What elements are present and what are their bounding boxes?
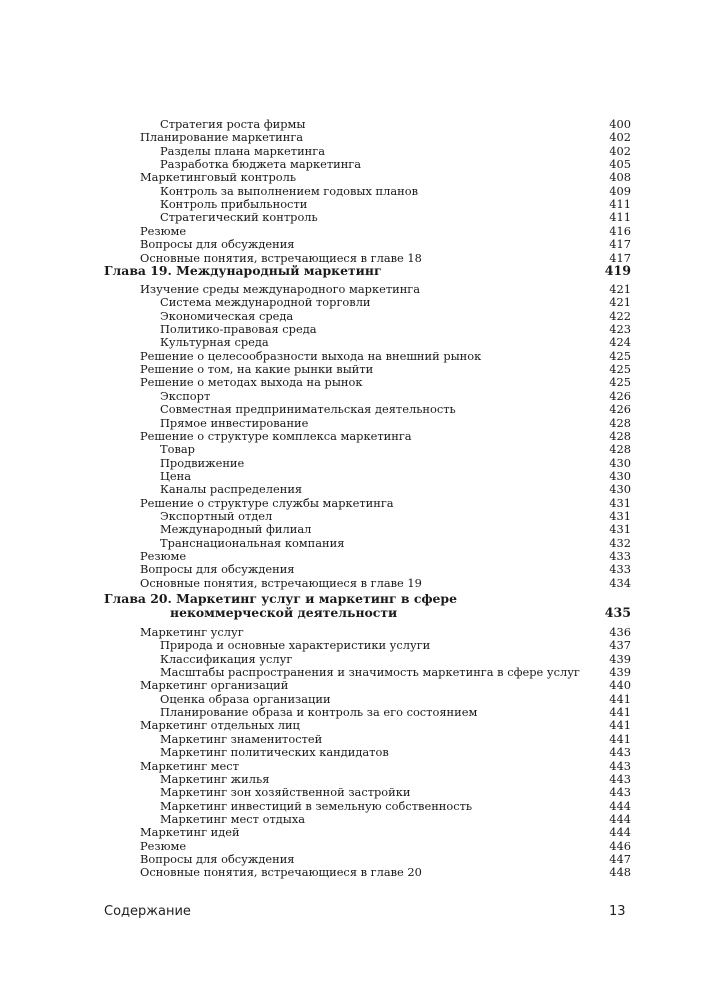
- toc-entry: [0, 732, 707, 746]
- toc-entry-page: 405: [609, 157, 631, 172]
- toc-entry: [0, 496, 707, 510]
- toc-entry-page: 425: [609, 362, 631, 377]
- toc-entry: [0, 322, 707, 336]
- toc-entry-title: Прямое инвестирование: [160, 415, 309, 430]
- toc-entry-page: 441: [609, 718, 631, 733]
- toc-entry-page: 441: [609, 731, 631, 746]
- toc-entry-page: 431: [609, 495, 631, 510]
- toc-entry-title: Вопросы для обсуждения: [140, 851, 295, 866]
- toc-entry-title: некоммерческой деятельности: [170, 605, 398, 620]
- toc-entry-title: Маркетинг политических кандидатов: [160, 745, 389, 760]
- toc-entry: [0, 117, 707, 131]
- toc-entry-page: 443: [609, 785, 631, 800]
- toc-entry-page: 425: [609, 348, 631, 363]
- toc-entry: [0, 170, 707, 184]
- toc-entry: [0, 184, 707, 198]
- toc-entry-title: Экономическая среда: [160, 308, 294, 323]
- toc-entry-title: Оценка образа организации: [160, 691, 331, 706]
- toc-entry: [0, 375, 707, 389]
- toc-entry-page: 434: [609, 575, 631, 590]
- toc-entry: [0, 295, 707, 309]
- toc-entry-page: 439: [609, 665, 631, 680]
- toc-entry-page: 437: [609, 638, 631, 653]
- toc-entry: [0, 718, 707, 732]
- toc-entry-title: Экспорт: [160, 388, 211, 403]
- toc-entry-page: 422: [609, 308, 631, 323]
- toc-entry-page: 402: [609, 130, 631, 145]
- toc-entry-page: 435: [604, 605, 631, 620]
- toc-entry-page: 441: [609, 691, 631, 706]
- toc-entry-title: Политико-правовая среда: [160, 322, 317, 337]
- toc-entry: [0, 389, 707, 403]
- toc-entry: [0, 456, 707, 470]
- toc-entry-page: 446: [609, 838, 631, 853]
- toc-entry-title: Маркетинг инвестиций в земельную собственность: [160, 798, 473, 813]
- toc-entry-page: 444: [609, 798, 631, 813]
- toc-entry-title: Маркетинг жилья: [160, 771, 270, 786]
- toc-entry-title: Стратегия роста фирмы: [160, 117, 306, 131]
- toc-entry: [0, 309, 707, 323]
- toc-entry: [0, 638, 707, 652]
- toc-entry-title: Маркетинг идей: [140, 825, 240, 840]
- toc-entry-page: 421: [609, 295, 631, 310]
- toc-entry-title: Маркетинг организаций: [140, 678, 289, 693]
- toc-entry-title: Контроль за выполнением годовых планов: [160, 183, 419, 198]
- toc-entry: [0, 130, 707, 144]
- toc-entry-page: 443: [609, 758, 631, 773]
- toc-entry-page: 402: [609, 143, 631, 158]
- toc-entry-title: Планирование образа и контроль за его состоянием: [160, 705, 478, 720]
- toc-entry: [0, 362, 707, 376]
- chapter-heading: [0, 592, 707, 606]
- toc-entry-title: Товар: [160, 442, 195, 457]
- toc-entry: [0, 678, 707, 692]
- toc-entry-page: 443: [609, 771, 631, 786]
- toc-entry-title: Резюме: [140, 223, 187, 238]
- footer-section-title: Содержание: [104, 904, 191, 919]
- toc-entry-page: 408: [609, 170, 631, 185]
- toc-entry: [0, 416, 707, 430]
- toc-entry-title: Решение о целесообразности выхода на внешний рынок: [140, 348, 482, 363]
- toc-entry: [0, 799, 707, 813]
- toc-entry: [0, 839, 707, 853]
- toc-entry-title: Решение о методах выхода на рынок: [140, 375, 363, 390]
- toc-entry: [0, 144, 707, 158]
- toc-entry-page: 400: [609, 117, 631, 131]
- toc-entry-page: 433: [609, 549, 631, 563]
- toc-entry-title: Продвижение: [160, 455, 245, 470]
- toc-entry-page: 416: [609, 223, 631, 238]
- toc-entry-page: 430: [609, 468, 631, 483]
- toc-entry-page: 417: [609, 250, 631, 265]
- toc-entry-page: 431: [609, 522, 631, 537]
- toc-entry: [0, 865, 707, 879]
- toc-entry-title: Цена: [160, 468, 192, 483]
- toc-entry-title: Глава 19. Международный маркетинг: [104, 263, 382, 278]
- toc-entry-title: Основные понятия, встречающиеся в главе 18: [140, 250, 422, 265]
- toc-entry-title: Культурная среда: [160, 335, 269, 350]
- chapter-heading: [0, 606, 707, 620]
- toc-entry-page: 432: [609, 535, 631, 550]
- toc-entry: [0, 825, 707, 839]
- toc-entry-page: 440: [609, 678, 631, 693]
- toc-entry: [0, 402, 707, 416]
- toc-entry-title: Каналы распределения: [160, 482, 303, 497]
- toc-entry: [0, 429, 707, 443]
- toc-entry-title: Разработка бюджета маркетинга: [160, 157, 362, 172]
- toc-entry-page: 411: [609, 210, 631, 225]
- toc-entry: [0, 442, 707, 456]
- toc-entry-title: Резюме: [140, 838, 187, 853]
- toc-entry-title: Маркетинговый контроль: [140, 170, 297, 185]
- toc-entry-page: 436: [609, 625, 631, 639]
- toc-entry-title: Вопросы для обсуждения: [140, 562, 295, 577]
- toc-entry-title: Маркетинг зон хозяйственной застройки: [160, 785, 411, 800]
- toc-entry: [0, 759, 707, 773]
- toc-entry: [0, 692, 707, 706]
- footer-page-number: 13: [609, 904, 626, 919]
- toc-entry-title: Планирование маркетинга: [140, 130, 304, 145]
- toc-entry-page: 433: [609, 562, 631, 577]
- toc-entry-title: Маркетинг отдельных лиц: [140, 718, 300, 733]
- toc-entry: [0, 509, 707, 523]
- toc-entry-title: Резюме: [140, 549, 187, 563]
- toc-entry-title: Маркетинг мест: [140, 758, 239, 773]
- toc-entry: [0, 469, 707, 483]
- chapter-heading: [0, 264, 707, 278]
- toc-entry-title: Международный филиал: [160, 522, 312, 537]
- toc-entry: [0, 652, 707, 666]
- toc-entry-title: Контроль прибыльности: [160, 197, 308, 212]
- toc-entry-page: 426: [609, 388, 631, 403]
- toc-entry: [0, 282, 707, 296]
- toc-entry: [0, 536, 707, 550]
- toc-entry: [0, 157, 707, 171]
- toc-entry-title: Решение о том, на какие рынки выйти: [140, 362, 374, 377]
- toc-entry-page: 447: [609, 851, 631, 866]
- toc-entry-page: 426: [609, 402, 631, 417]
- toc-entry-title: Транснациональная компания: [160, 535, 345, 550]
- toc-entry-page: 424: [609, 335, 631, 350]
- toc-entry: [0, 224, 707, 238]
- toc-entry-page: 428: [609, 415, 631, 430]
- toc-entry-title: Совместная предпринимательская деятельность: [160, 402, 456, 417]
- toc-entry: [0, 522, 707, 536]
- toc-entry-title: Стратегический контроль: [160, 210, 318, 225]
- toc-entry-page: 439: [609, 651, 631, 666]
- toc-entry-page: 425: [609, 375, 631, 390]
- toc-entry-page: 448: [609, 865, 631, 880]
- toc-entry-page: 444: [609, 811, 631, 826]
- toc-entry-title: Маркетинг знаменитостей: [160, 731, 323, 746]
- toc-entry-page: 423: [609, 322, 631, 337]
- toc-entry: [0, 625, 707, 639]
- toc-entry-title: Решение о структуре службы маркетинга: [140, 495, 394, 510]
- toc-entry: [0, 197, 707, 211]
- toc-entry: [0, 549, 707, 563]
- toc-entry: [0, 772, 707, 786]
- toc-entry: [0, 745, 707, 759]
- toc-entry-page: 428: [609, 442, 631, 457]
- toc-entry-title: Изучение среды международного маркетинга: [140, 282, 421, 296]
- toc-entry: [0, 812, 707, 826]
- toc-entry-title: Природа и основные характеристики услуги: [160, 638, 431, 653]
- toc-entry-title: Основные понятия, встречающиеся в главе 19: [140, 575, 422, 590]
- toc-entry-title: Глава 20. Маркетинг услуг и маркетинг в сфере: [104, 591, 457, 606]
- toc-entry-page: 409: [609, 183, 631, 198]
- toc-entry-title: Вопросы для обсуждения: [140, 237, 295, 252]
- toc-entry-page: 443: [609, 745, 631, 760]
- toc-entry: [0, 482, 707, 496]
- toc-entry-title: Маркетинг мест отдыха: [160, 811, 306, 826]
- toc-entry-title: Экспортный отдел: [160, 508, 273, 523]
- toc-entry-page: 411: [609, 197, 631, 212]
- toc-entry-page: 428: [609, 428, 631, 443]
- toc-entry-page: 419: [604, 263, 631, 278]
- toc-entry-page: 431: [609, 508, 631, 523]
- toc-entry: [0, 785, 707, 799]
- toc-entry-page: 441: [609, 705, 631, 720]
- toc-entry-title: Основные понятия, встречающиеся в главе 20: [140, 865, 422, 880]
- toc-entry-page: 417: [609, 237, 631, 252]
- toc-entry-title: Классификация услуг: [160, 651, 293, 666]
- toc-entry-title: Масштабы распространения и значимость маркетинга в сфере услуг: [160, 665, 580, 680]
- toc-entry-page: 421: [609, 282, 631, 296]
- toc-entry: [0, 562, 707, 576]
- toc-entry: [0, 576, 707, 590]
- toc-entry: [0, 705, 707, 719]
- toc-entry: [0, 335, 707, 349]
- toc-entry: [0, 665, 707, 679]
- toc-entry: [0, 210, 707, 224]
- toc-entry: [0, 237, 707, 251]
- toc-entry-page: 430: [609, 455, 631, 470]
- toc-entry-title: Система международной торговли: [160, 295, 371, 310]
- toc-entry-title: Маркетинг услуг: [140, 625, 244, 639]
- toc-entry: [0, 349, 707, 363]
- toc-entry-title: Решение о структуре комплекса маркетинга: [140, 428, 412, 443]
- toc-entry-page: 444: [609, 825, 631, 840]
- toc-entry-page: 430: [609, 482, 631, 497]
- toc-entry-title: Разделы плана маркетинга: [160, 143, 326, 158]
- toc-entry: [0, 852, 707, 866]
